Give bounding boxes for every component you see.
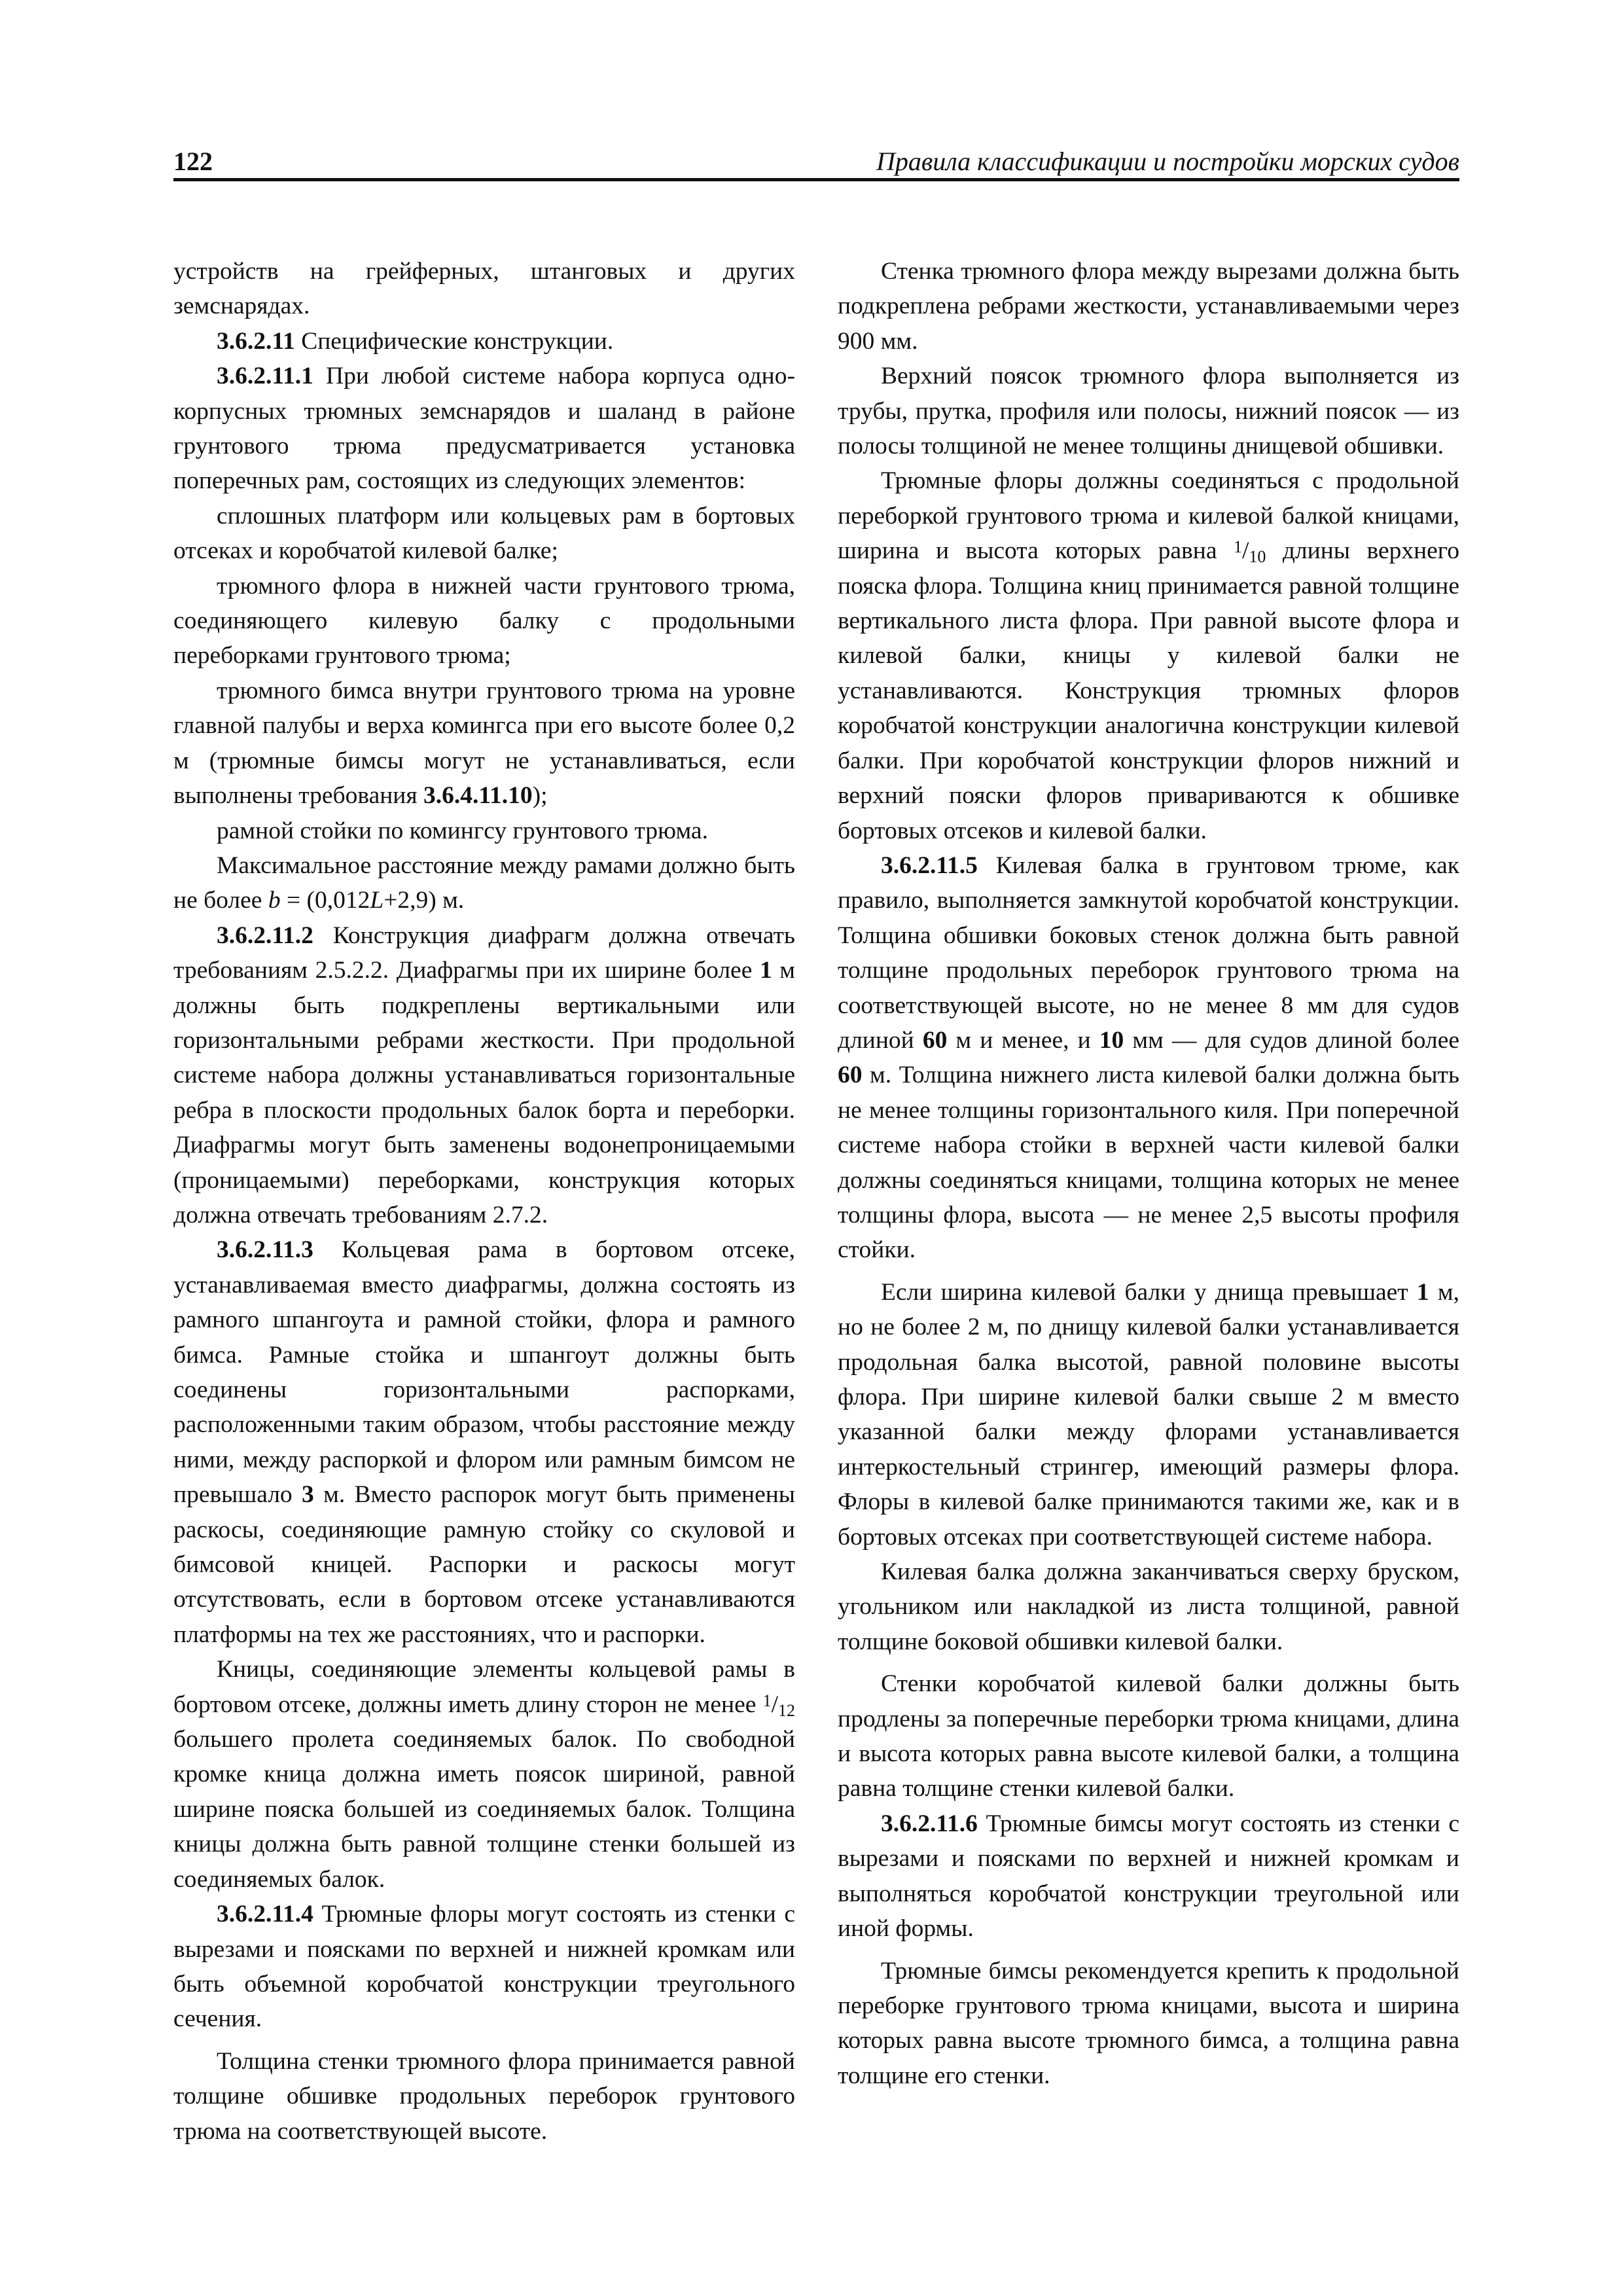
paragraph: Верхний поясок трюмного флора выполняется из трубы, прутка, профиля или полосы, нижний поясок — из полосы толщиной не менее толщины днищевой обшивки. (838, 363, 1459, 460)
cross-reference: 3.6.4.11.10 (423, 782, 533, 810)
fraction: $^1$/10 (1233, 537, 1266, 567)
list-item: трюмного флора в нижней части грунтового трюма, соединяющего килевую балку с продольными переборками грунтового трюма; (173, 572, 795, 670)
fraction: $^1$/12 (762, 1691, 795, 1720)
section-number: 3.6.2.11.2 (217, 922, 313, 949)
paragraph: 3.6.2.11 Специфические конструкции. (217, 327, 614, 355)
paragraph: Стенка трюмного флора между вырезами должна быть подкреплена ребрами жесткости, устанавливаемыми через 900 мм. (838, 258, 1459, 355)
formula-variable: b (268, 887, 281, 914)
right-column (838, 254, 1459, 2093)
paragraph: Трюмные бимсы рекомендуется крепить к продольной переборке грунтового трюма кницами, высота и ширина которых равна высоте трюмного бимса, а толщина равна толщине его стенки. (838, 1957, 1459, 2089)
left-column (173, 254, 795, 2149)
paragraph: 3.6.2.11.3 Кольцевая рама в бортовом отсеке, устанавливаемая вместо диафрагмы, должна состоять из рамного шпангоута и рамной стойки, флора и рамного бимса. Рамные стойка и шпангоут должны быть соединены горизонтальными распорками, расположенными таким образом, чтобы расстояние между ними, между распоркой и флором или рамным бимсом не превышало 3 м. Вместо распорок могут быть применены раскосы, соединяющие рамную стойку со скуловой и бимсовой кницей. Распорки и раскосы могут отсутствовать, если в бортовом отсеке устанавливаются платформы на тех же расстояниях, что и распорки. (173, 1236, 795, 1648)
section-number: 3.6.2.11.4 (217, 1901, 313, 1928)
page-number: 122 (173, 147, 213, 176)
section-number: 3.6.2.11.1 (217, 363, 313, 390)
paragraph: устройств на грейферных, штанговых и других земснарядах. (173, 258, 795, 320)
page-header (173, 145, 1459, 182)
paragraph: 3.6.2.11.6 Трюмные бимсы могут состоять из стенки с вырезами и поясками по верхней и нижней кромкам и выполняться коробчатой конструкции треугольной или иной формы. (838, 1810, 1459, 1943)
paragraph: Килевая балка должна заканчиваться сверху бруском, угольником или накладкой из листа толщиной, равной толщине боковой обшивки килевой балки. (838, 1558, 1459, 1655)
paragraph: 3.6.2.11.4 Трюмные флоры могут состоять из стенки с вырезами и поясками по верхней и нижней кромкам или быть объемной коробчатой конструкции треугольного сечения. (173, 1901, 795, 2033)
section-number: 3.6.2.11.5 (881, 852, 978, 879)
header-rule (173, 178, 1459, 181)
paragraph: Толщина стенки трюмного флора принимается равной толщине обшивке продольных переборок грунтового трюма на соответствующей высоте. (173, 2047, 795, 2145)
list-item: трюмного бимса внутри грунтового трюма на уровне главной палубы и верха комингса при его высоте более 0,2 м (трюмные бимсы могут не устанавливаться, если выполнены требования 3.6.4.11.10); (173, 677, 795, 810)
section-number: 3.6.2.11.3 (217, 1236, 313, 1264)
list-item: рамной стойки по комингсу грунтового трюма. (217, 817, 708, 844)
paragraph: Трюмные флоры должны соединяться с продольной переборкой грунтового трюма и килевой балкой кницами, ширина и высота которых равна $^1$/10 длины верхнего пояска флора. Толщина книц принимается равной толщине вертикального листа флора. При равной высоте флора и килевой балки, кницы у килевой балки не устанавливаются. Конструкция трюмных флоров коробчатой конструкции аналогична конструкции килевой балки. При коробчатой конструкции флоров нижний и верхний пояски флоров привариваются к обшивке бортовых отсеков и килевой балки. (838, 467, 1459, 844)
section-number: 3.6.2.11 (217, 327, 295, 355)
paragraph: Кницы, соединяющие элементы кольцевой рамы в бортовом отсеке, должны иметь длину сторон не менее $^1$/12 большего пролета соединяемых балок. По свободной кромке кница должна иметь поясок шириной, равной ширине пояска большей из соединяемых балок. Толщина кницы должна быть равной толщине стенки большей из соединяемых балок. (173, 1656, 795, 1893)
paragraph: Стенки коробчатой килевой балки должны быть продлены за поперечные переборки трюма кницами, длина и высота которых равна высоте килевой балки, а толщина равна толщине стенки килевой балки. (838, 1670, 1459, 1803)
paragraph: Максимальное расстояние между рамами должно быть не более b = (0,012L+2,9) м. (173, 852, 795, 914)
paragraph: 3.6.2.11.5 Килевая балка в грунтовом трюме, как правило, выполняется замкнутой коробчатой конструкции. Толщина обшивки боковых стенок должна быть равной толщине продольных переборок грунтового трюма на соответствующей высоте, но не менее 8 мм для судов длиной 60 м и менее, и 10 мм — для судов длиной более 60 м. Толщина нижнего листа килевой балки должна быть не менее толщины горизонтального киля. При поперечной системе набора стойки в верхней части килевой балки должны соединяться кницами, толщина которых не менее толщины флора, высота — не менее 2,5 высоты профиля стойки. (838, 852, 1459, 1264)
section-number: 3.6.2.11.6 (881, 1810, 978, 1837)
running-title: Правила классификации и постройки морских судов (876, 147, 1459, 176)
paragraph: 3.6.2.11.1 При любой системе набора корпуса одно-корпусных трюмных земснарядов и шаланд в районе грунтового трюма предусматривается установка поперечных рам, состоящих из следующих элементов: (173, 363, 795, 495)
formula-variable: L (370, 887, 384, 914)
paragraph: 3.6.2.11.2 Конструкция диафрагм должна отвечать требованиям 2.5.2.2. Диафрагмы при их ширине более 1 м должны быть подкреплены вертикальными или горизонтальными ребрами жесткости. При продольной системе набора должны устанавливаться горизонтальные ребра в плоскости продольных балок борта и переборки. Диафрагмы могут быть заменены водонепроницаемыми (проницаемыми) переборками, конструкция которых должна отвечать требованиям 2.7.2. (173, 922, 795, 1229)
list-item: сплошных платформ или кольцевых рам в бортовых отсеках и коробчатой килевой балке; (173, 502, 795, 565)
paragraph: Если ширина килевой балки у днища превышает 1 м, но не более 2 м, по днищу килевой балки устанавливается продольная балка высотой, равной половине высоты флора. При ширине килевой балки свыше 2 м вместо указанной балки между флорами устанавливается интеркостельный стрингер, имеющий размеры флора. Флоры в килевой балке принимаются такими же, как и в бортовых отсеках при соответствующей системе набора. (838, 1278, 1459, 1551)
